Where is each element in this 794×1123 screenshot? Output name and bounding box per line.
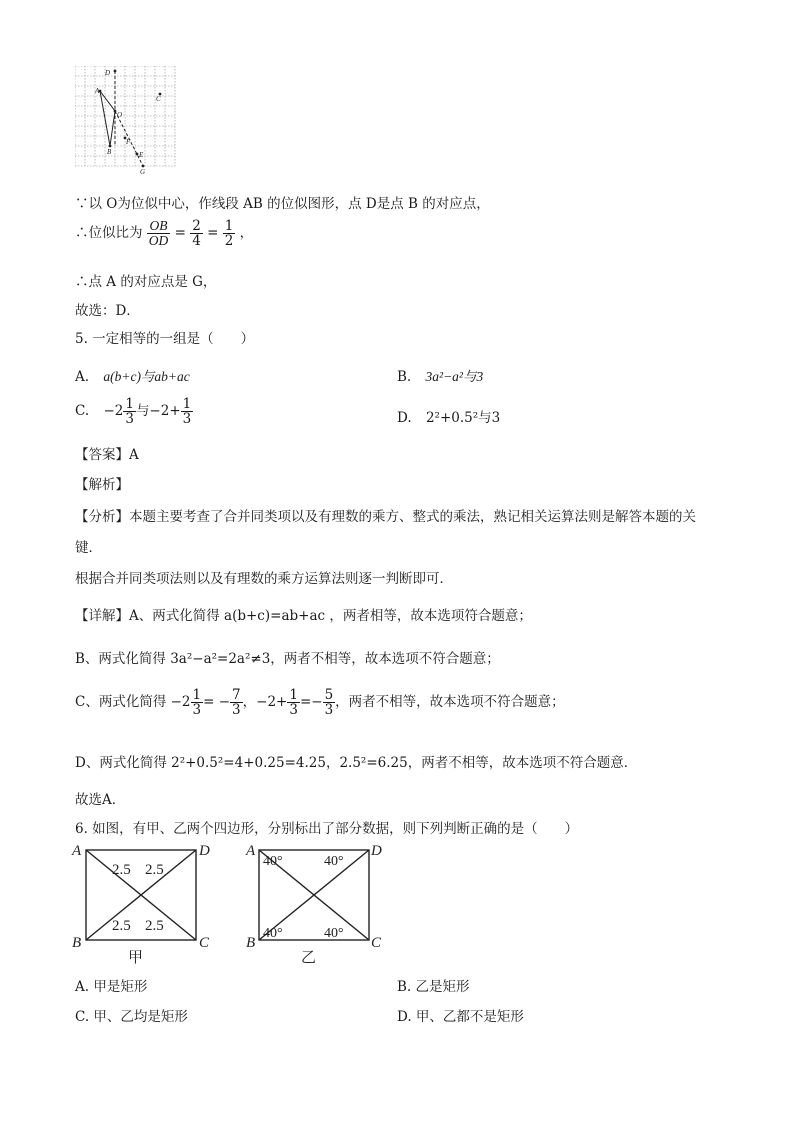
q5-detail-tag: 【详解】 [75,608,129,624]
grid-figure [75,66,179,176]
q5-detail-c-eq-2: =− [299,694,323,711]
ratio-eq-2: = [207,225,219,242]
ratio-num-2: 2 [192,218,201,234]
q5-option-b-label: B. [397,369,412,385]
fig-yi-angle-4: 40° [324,926,344,941]
fig-yi-angle-1: 40° [263,854,283,869]
q5-detail-d: D、两式化简得 2²+0.5²=4+0.25=4.25，2.5²=6.25，两者不相等，故本选项不符合题意． [75,755,638,771]
grid-label-o: O [117,111,123,119]
q5-option-c-den-1: 3 [125,411,134,428]
fig-yi-label-d: D [371,843,382,859]
q5-detail-c-num-4: 5 [324,687,334,703]
q5-detail-c-frac-3 [287,688,300,717]
q5-option-d [397,406,500,426]
q5-detail-c [75,688,565,717]
q6-figure-jia [68,840,218,968]
q6-option-d: D. 甲、乙都不是矩形 [397,1009,524,1025]
ratio-den-2: 4 [192,233,201,250]
q5-option-b [397,365,483,385]
q5-detail-c-suffix: ，两者不相等，故本选项不符合题意； [335,694,565,711]
fig-jia-value-3: 2.5 [112,918,131,934]
grid-label-d: D [105,69,111,77]
q5-stem: 5. 一定相等的一组是（ ） [75,331,255,347]
fig-yi-angle-2: 40° [324,854,344,869]
grid-label-b: B [107,148,112,156]
q5-analysis-tag: 【解析】 [75,477,129,493]
q6-option-c: C. 甲、乙均是矩形 [75,1009,188,1025]
ratio-eq-1: = [174,225,186,242]
fig-yi-label-b: B [246,935,256,951]
q5-option-c-frac-2 [181,397,194,426]
ratio-den-3: 2 [224,233,234,250]
ratio-num-3: 1 [224,218,234,234]
q5-answer-value: A [129,447,139,463]
fig-yi-label-c: C [371,935,382,951]
grid-label-a: A [95,87,100,95]
q6-option-b: B. 乙是矩形 [397,979,470,995]
q5-option-c-int: −2 [103,403,124,420]
fig-yi-angle-3: 40° [263,926,283,941]
q5-detail-c-den-2: 3 [232,702,241,719]
q5-detail-c-num-2: 7 [232,687,241,703]
q5-option-d-text: 2²+0.5²与3 [425,410,501,426]
q5-option-a [75,365,190,385]
q5-option-a-label: A. [75,369,90,385]
grid-label-e: E [139,151,144,159]
fig-jia-value-4: 2.5 [145,918,164,934]
fig-jia-label-d: D [199,843,210,859]
grid-label-g: G [140,168,146,176]
q5-option-c-num-2: 1 [182,396,192,412]
q5-option-c-den-2: 3 [182,411,192,428]
q5-fenxi-tag: 【分析】 [75,509,129,525]
q5-detail-b: B、两式化简得 3a²−a²=2a²≠3，两者不相等，故本选项不符合题意； [75,651,500,667]
fig-jia-label-b: B [72,935,82,951]
ratio-fraction-1 [147,219,171,248]
fig-jia-label-a: A [72,843,82,859]
q5-detail-c-frac-2 [230,688,243,717]
fig-yi-caption: 乙 [301,950,317,966]
fig-jia-caption: 甲 [128,950,144,966]
q5-detail-c-den-1: 3 [192,702,202,719]
q5-option-c-num-1: 1 [125,396,134,412]
q5-detail-c-num-1: 1 [192,687,202,703]
q5-option-b-text: 3a²−a²与3 [425,369,484,384]
q5-detail-c-frac-1 [191,688,204,717]
q5-detail-c-den-4: 3 [324,702,334,719]
q6-figure-yi [243,840,393,968]
q5-option-d-label: D. [397,410,412,426]
q5-fenxi-line-2: 键． [75,540,102,556]
q5-fenxi-line-1 [75,505,696,525]
q5-detail-c-den-3: 3 [289,702,298,719]
q5-option-c-frac-1 [123,397,136,426]
q5-option-c-mid: 与−2+ [135,403,181,420]
ratio-fraction-3 [223,219,236,248]
ratio-fraction-2 [190,219,203,248]
q5-detail-c-mid: ，−2+ [242,694,288,711]
fig-jia-label-c: C [199,935,210,951]
q5-detail-c-prefix: C、两式化简得 −2 [75,694,191,711]
q5-option-c-label: C. [75,403,90,420]
q5-detail-c-eq-1: = − [203,694,231,711]
q5-detail-c-num-3: 1 [289,687,298,703]
q5-answer [75,443,139,463]
solution-line-2 [75,219,253,248]
solution-line-3: ∴点 A 的对应点是 G， [75,274,217,290]
q5-answer-tag: 【答案】 [75,447,129,463]
fig-jia-value-2: 2.5 [145,862,164,878]
q5-method: 根据合并同类项法则以及有理数的乘方运算法则逐一判断即可． [75,571,453,587]
solution-line-1: ∵以 O为位似中心，作线段 AB 的位似图形，点 D是点 B 的对应点， [75,196,490,212]
q6-option-a: A. 甲是矩形 [75,979,148,995]
q5-conclusion: 故选A． [75,792,126,808]
q6-stem: 6. 如图，有甲、乙两个四边形，分别标出了部分数据，则下列判断正确的是（ ） [75,821,579,837]
ratio-suffix: ， [239,225,254,242]
fig-yi-label-a: A [246,843,256,859]
ratio-den-1: OD [148,233,169,249]
q5-fenxi-text-1: 本题主要考查了合并同类项以及有理数的乘方、整式的乘法，熟记相关运算法则是解答本题的关 [129,509,696,525]
q5-option-c [75,397,193,426]
q5-detail-c-frac-4 [323,688,336,717]
solution-line-4: 故选：D． [75,303,140,319]
q5-detail-a [75,604,532,624]
grid-label-f: F [126,138,131,146]
grid-label-c: C [156,95,161,103]
q5-detail-a-text: A、两式化简得 a(b+c)=ab+ac ，两者相等，故本选项符合题意； [129,608,532,624]
q5-option-a-text: a(b+c)与ab+ac [103,369,190,384]
fig-jia-value-1: 2.5 [112,862,131,878]
ratio-prefix: ∴位似比为 [75,225,147,242]
ratio-num-1: OB [147,219,171,234]
